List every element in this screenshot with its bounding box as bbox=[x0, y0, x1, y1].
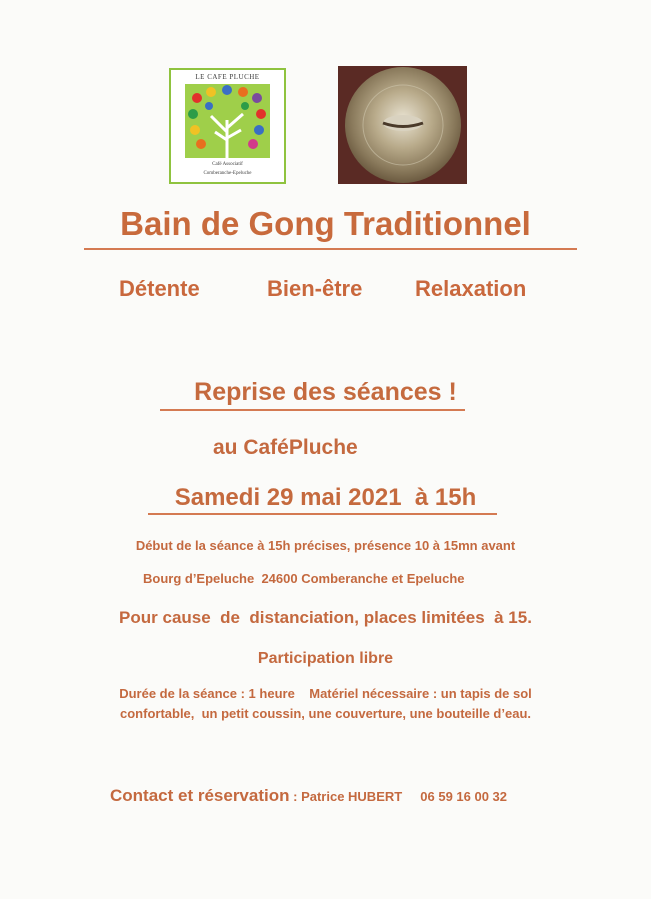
participation: Participation libre bbox=[257, 650, 394, 667]
keyword-detente: Détente bbox=[119, 276, 200, 301]
places-limit: Pour cause de distanciation, places limitées à 15. bbox=[119, 608, 532, 627]
reprise-heading: Reprise des séances ! bbox=[194, 378, 457, 406]
duration-line-2: confortable, un petit coussin, une couverture, une bouteille d’eau. bbox=[120, 706, 531, 721]
page-title: Bain de Gong Traditionnel bbox=[120, 205, 531, 242]
keyword-bien-etre: Bien-être bbox=[267, 276, 363, 301]
title-underline bbox=[84, 248, 577, 250]
contact-phone[interactable]: 06 59 16 00 32 bbox=[420, 789, 508, 804]
contact-name: Patrice HUBERT bbox=[301, 789, 403, 804]
event-date: Samedi 29 mai 2021 à 15h bbox=[174, 484, 477, 511]
logo-location: Comberanche-Epeluche bbox=[203, 171, 252, 176]
contact-label: Contact et réservation bbox=[110, 786, 290, 805]
duration-materials bbox=[0, 684, 651, 724]
logo-title: LE CAFE PLUCHE bbox=[195, 73, 260, 81]
address: Bourg d’Epeluche 24600 Comberanche et Epeluche bbox=[143, 571, 465, 586]
contact-separator: : bbox=[289, 789, 302, 804]
contact bbox=[110, 786, 507, 806]
date-underline bbox=[148, 513, 497, 515]
duration-line-1: Durée de la séance : 1 heure Matériel nécessaire : un tapis de sol bbox=[119, 686, 532, 701]
cafe-pluche-logo bbox=[169, 68, 286, 184]
logo-subtitle: Café Associatif bbox=[212, 162, 243, 167]
venue: au CaféPluche bbox=[213, 436, 358, 459]
gong-photo bbox=[338, 66, 467, 184]
start-info: Début de la séance à 15h précises, présence 10 à 15mn avant bbox=[135, 538, 516, 553]
keyword-relaxation: Relaxation bbox=[415, 276, 527, 301]
reprise-underline bbox=[160, 409, 465, 411]
gong-icon bbox=[338, 66, 467, 184]
